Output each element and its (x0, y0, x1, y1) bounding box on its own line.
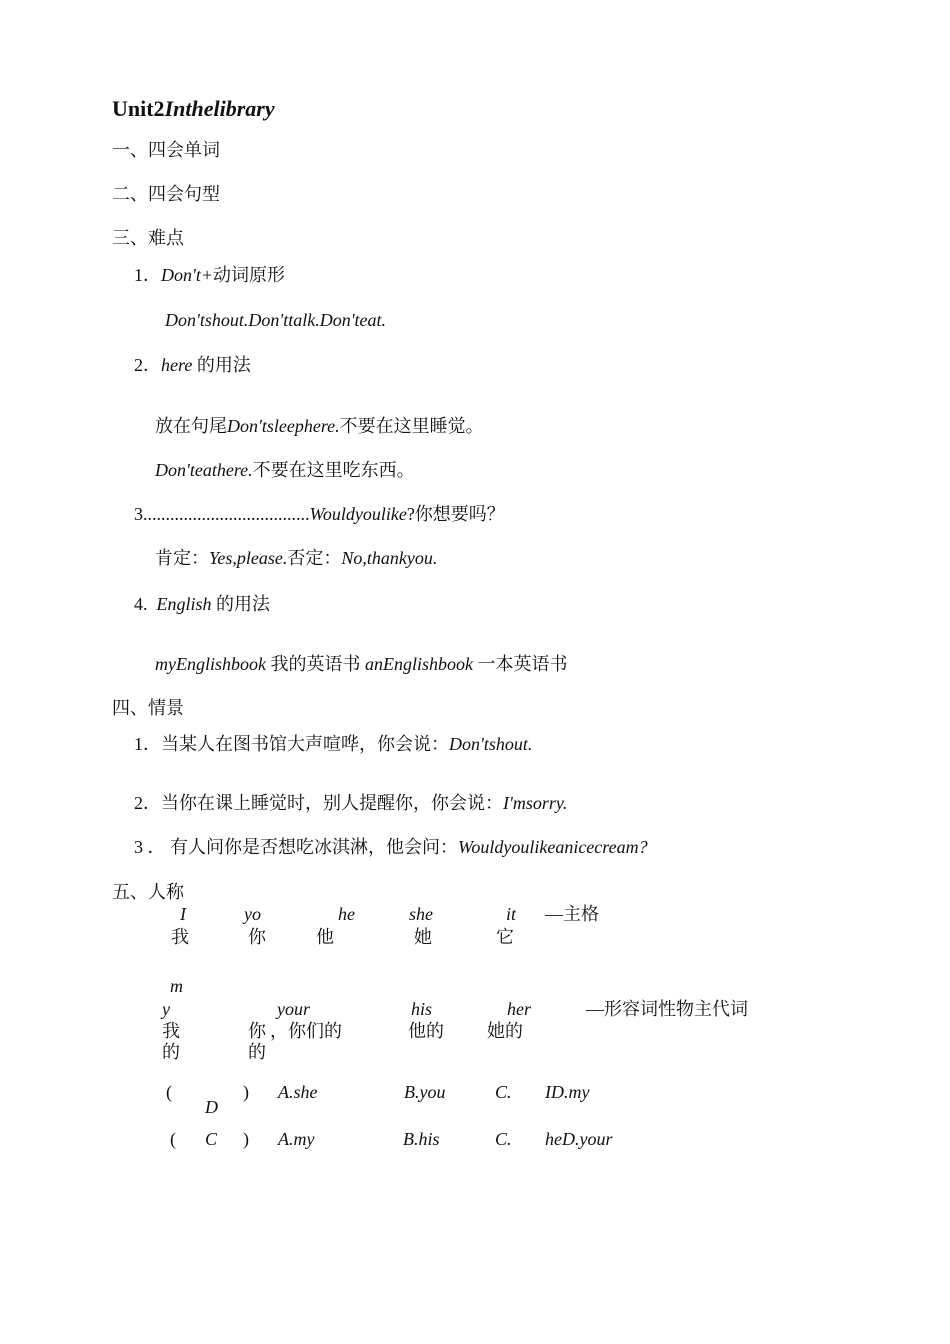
point-2-example-a-translation: 不要在这里睡觉。 (339, 416, 484, 436)
situation-2 (134, 792, 567, 814)
point-3-number: 3..................................... (134, 504, 310, 524)
point-3 (134, 503, 505, 525)
point-3-answers (155, 547, 437, 569)
point-4-example-1: myEnglishbook (155, 654, 266, 674)
point-1 (134, 264, 285, 286)
situation-1-question: 1．当某人在图书馆大声喧哗，你会说： (134, 734, 449, 754)
point-4-example (155, 653, 567, 675)
situation-1-answer: Don'tshout. (449, 734, 533, 754)
exercise-1-option-a: A.she (278, 1082, 318, 1102)
point-1-chinese: 动词原形 (213, 265, 285, 285)
page-title (112, 96, 275, 122)
possessive-my-part-2: y (162, 999, 170, 1019)
possessive-label: —形容词性物主代词 (586, 999, 748, 1019)
point-1-number: 1． (134, 265, 161, 285)
subject-pronoun: he (338, 904, 355, 924)
exercise-2-option-a: A.my (278, 1129, 315, 1149)
exercise-1-option-d: ID.my (545, 1082, 590, 1102)
situation-3 (134, 836, 648, 858)
exercise-2-option-c: C. (495, 1129, 512, 1149)
possessive-chinese: 我 (162, 1021, 180, 1041)
subject-pronoun: it (506, 904, 517, 924)
subject-pronoun-chinese: 她 (414, 927, 432, 947)
point-3-chinese: ?你想要吗？ (406, 504, 505, 524)
subject-pronoun-chinese: 他 (316, 927, 334, 947)
point-3-yes-label: 肯定： (155, 548, 209, 568)
point-2-number: 2． (134, 355, 161, 375)
possessive-chinese: 你 (248, 1021, 266, 1041)
point-2-chinese: 的用法 (192, 355, 251, 375)
point-1-english: Don't+ (161, 265, 213, 285)
situation-1 (134, 733, 532, 755)
subject-pronoun: yo (244, 904, 261, 924)
exercise-1-option-b: B.you (404, 1082, 446, 1102)
point-1-example: Don'tshout.Don'ttalk.Don'teat. (165, 310, 387, 330)
point-4-example-1-translation: 我的英语书 (265, 654, 365, 674)
possessive-pronoun: your (277, 999, 310, 1019)
point-4-number: 4. (134, 594, 148, 614)
exercise-1-open-paren: ( (166, 1082, 172, 1102)
situation-3-answer: Wouldyoulikeanicecream? (458, 837, 648, 857)
point-2-example-b-english: Don'teathere. (155, 460, 253, 480)
point-3-no-label: 否定： (287, 548, 342, 568)
title-unit: Unit2 (112, 96, 165, 121)
possessive-my-part-1: m (170, 976, 183, 996)
point-2-english: here (161, 355, 193, 375)
exercise-2-option-b: B.his (403, 1129, 440, 1149)
possessive-chinese: 的 (162, 1042, 180, 1062)
possessive-chinese: 她的 (487, 1021, 523, 1041)
point-4-example-2: anEnglishbook (364, 654, 473, 674)
point-2-example-a-english: Don'tsleephere. (227, 416, 340, 436)
subject-pronoun-chinese: 它 (496, 927, 514, 947)
situation-3-question: 3 ． 有人问你是否想吃冰淇淋，他会问： (134, 837, 458, 857)
point-4-english: English (156, 594, 212, 614)
exercise-2-open-paren: ( (170, 1129, 176, 1149)
subject-pronoun: I (180, 904, 186, 924)
situation-2-answer: I'msorry. (503, 793, 568, 813)
point-2-example-b-translation: 不要在这里吃东西。 (252, 460, 415, 480)
point-3-english: Wouldyoulike (309, 504, 407, 524)
point-2 (134, 354, 251, 376)
subject-case-label: —主格 (545, 904, 599, 924)
exercise-1-option-c: C. (495, 1082, 512, 1102)
point-4 (134, 593, 270, 615)
exercise-1-close-paren: ) (243, 1082, 249, 1102)
exercise-2-option-d: heD.your (545, 1129, 613, 1149)
subject-pronoun: she (409, 904, 433, 924)
point-4-chinese: 的用法 (211, 594, 271, 614)
section-heading-difficulties: 三、难点 (112, 228, 184, 248)
section-heading-pronouns: 五、人称 (112, 882, 184, 902)
section-heading-sentences: 二、四会句型 (112, 184, 220, 204)
point-3-no-answer: No,thankyou. (341, 548, 438, 568)
possessive-pronoun: his (411, 999, 433, 1019)
exercise-2-close-paren: ) (243, 1129, 249, 1149)
point-2-example-b (155, 459, 415, 481)
situation-2-question: 2．当你在课上睡觉时，别人提醒你，你会说： (134, 793, 503, 813)
possessive-chinese: ，你们的 (270, 1021, 342, 1041)
section-heading-vocab: 一、四会单词 (112, 140, 220, 160)
section-heading-situations: 四、情景 (112, 698, 184, 718)
title-lesson: Inthelibrary (164, 96, 275, 121)
possessive-chinese: 他的 (408, 1021, 444, 1041)
exercise-2-answer: C (205, 1129, 218, 1149)
point-2-example-a (155, 415, 484, 437)
possessive-pronoun: her (507, 999, 531, 1019)
subject-pronoun-chinese: 我 (171, 927, 189, 947)
point-2-example-a-label: 放在句尾 (155, 416, 227, 436)
exercise-1-answer: D (205, 1097, 218, 1117)
point-3-yes-answer: Yes,please. (209, 548, 288, 568)
point-4-example-2-translation: 一本英语书 (472, 654, 568, 674)
subject-pronoun-chinese: 你 (248, 927, 266, 947)
possessive-chinese: 的 (248, 1042, 266, 1062)
